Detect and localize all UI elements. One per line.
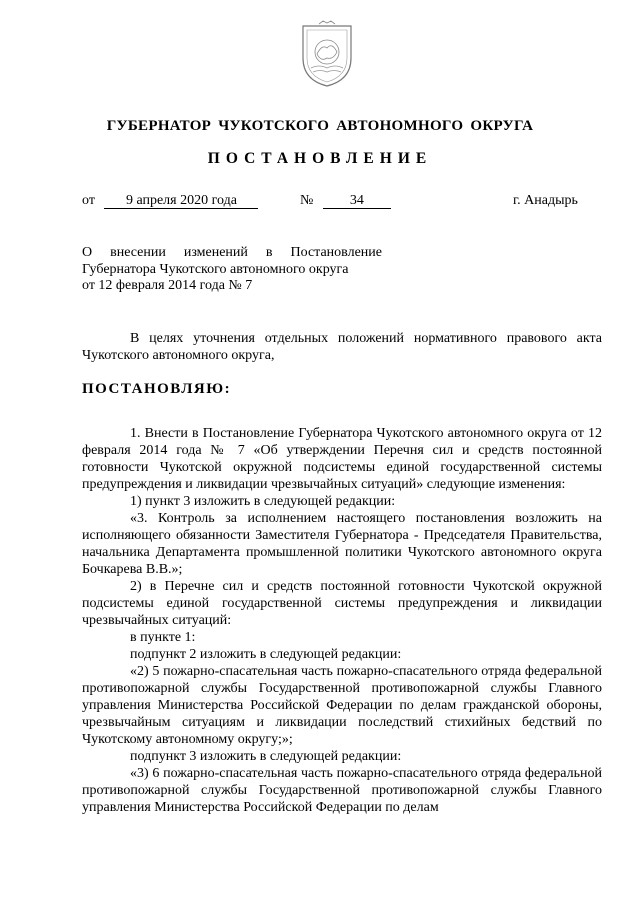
body-paragraph: «2) 5 пожарно-спасательная часть пожарно-спасательного отряда федеральной противопожарной службы Государственной противопожарной службы Главного управления Министерства Российской Федерации по делам гражданской обороны, чрезвычайным ситуациям и ликвидации последствий стихийных бедствий по Чукотскому автономному округу;»;	[82, 664, 602, 747]
coat-of-arms-icon	[297, 20, 357, 90]
date-value: 9 апреля 2020 года	[104, 193, 258, 209]
body-paragraph: подпункт 3 изложить в следующей редакции:	[130, 749, 402, 764]
body-paragraph: 1. Внести в Постановление Губернатора Чукотского автономного округа от 12 февраля 2014 года № 7 «Об утверждении Перечня сил и средств постоянной готовности Чукотской окружной подсистемы единой государственной системы предупреждения и ликвидации чрезвычайных ситуаций» следующие изменения:	[82, 426, 602, 492]
city-field	[513, 193, 578, 209]
document-type-title: ПОСТАНОВЛЕНИЕ	[207, 150, 433, 167]
issuing-authority: ГУБЕРНАТОР ЧУКОТСКОГО АВТОНОМНОГО ОКРУГА	[106, 118, 534, 134]
body-paragraph: «3) 6 пожарно-спасательная часть пожарно-спасательного отряда федеральной противопожарной службы Государственной противопожарной службы Главного управления Министерства Российской Федерации по делам	[82, 766, 602, 815]
date-field	[82, 193, 258, 209]
document-subject	[82, 245, 382, 295]
number-prefix: №	[300, 193, 314, 208]
preamble-paragraph: В целях уточнения отдельных положений нормативного правового акта Чукотского автономного округа,	[82, 331, 602, 363]
body-paragraph: 2) в Перечне сил и средств постоянной готовности Чукотской окружной подсистемы единой государственной системы предупреждения и ликвидации чрезвычайных ситуаций:	[82, 579, 602, 628]
body-paragraph: подпункт 2 изложить в следующей редакции:	[130, 647, 402, 662]
decree-heading: ПОСТАНОВЛЯЮ:	[82, 381, 232, 397]
body-paragraph: в пункте 1:	[130, 630, 196, 645]
number-value: 34	[323, 193, 391, 209]
subject-line: Губернатора Чукотского автономного округа	[82, 261, 349, 277]
document-body	[82, 425, 602, 816]
subject-line: от 12 февраля 2014 года № 7	[82, 278, 253, 293]
body-paragraph: 1) пункт 3 изложить в следующей редакции:	[130, 494, 396, 509]
body-paragraph: «3. Контроль за исполнением настоящего постановления возложить на исполняющего обязанности Заместителя Губернатора - Председателя Правительства, начальника Департамента промышленной политики Чукотского автономного округа Бочкарева В.В.»;	[82, 511, 602, 577]
date-prefix: от	[82, 193, 95, 208]
number-field	[300, 193, 391, 209]
subject-line: О внесении изменений в Постановление	[82, 245, 382, 260]
city-value: г. Анадырь	[513, 193, 578, 208]
coat-of-arms-emblem	[297, 20, 357, 90]
